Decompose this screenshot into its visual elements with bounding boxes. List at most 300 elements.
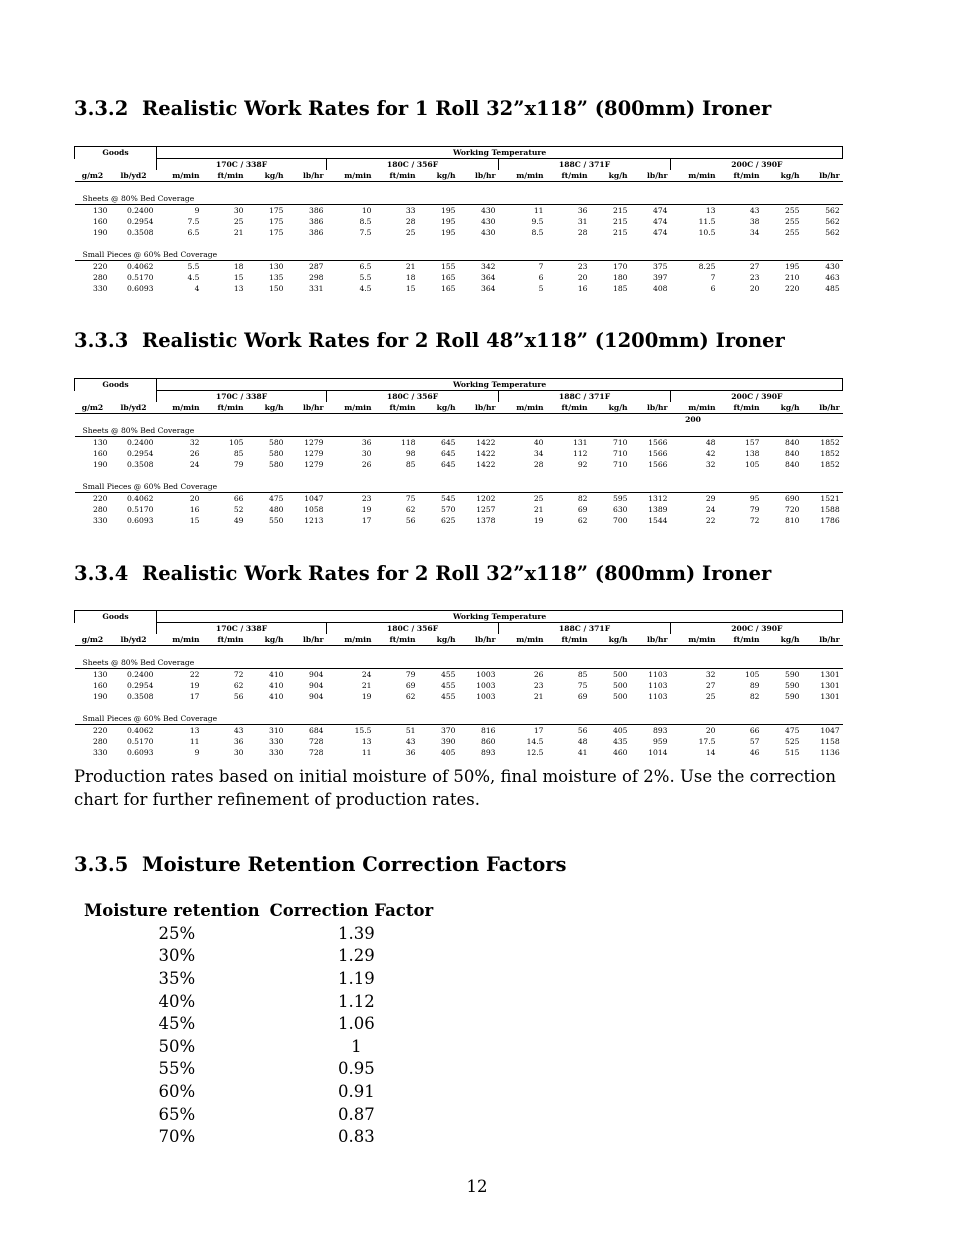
table-cell: 1047: [820, 726, 840, 735]
work-rate-table-2roll-1200: [74, 378, 843, 526]
column-header: kg/h: [763, 170, 803, 182]
column-header: kg/h: [591, 634, 631, 646]
section-title: Realistic Work Rates for 2 Roll 48”x118” (1200mm) Ironer: [142, 329, 785, 352]
table-cell: 255: [785, 228, 800, 237]
table-cell: 69: [577, 505, 588, 514]
page-number: 12: [466, 1177, 488, 1196]
table-cell: 280: [93, 737, 108, 746]
table-cell: 840: [785, 449, 800, 458]
goods-header: Goods: [75, 379, 157, 391]
work-rate-table-2roll-800: [74, 610, 843, 758]
table-cell: 15.5: [354, 726, 372, 735]
table-cell: 255: [785, 217, 800, 226]
table-cell: 72: [233, 670, 244, 679]
column-header: m/min: [671, 634, 719, 646]
column-header: lb/hr: [631, 402, 671, 414]
moisture-retention-header: Moisture retention: [84, 900, 260, 920]
table-cell: 75: [405, 494, 416, 503]
category-row: [75, 193, 843, 205]
table-cell: 220: [785, 284, 800, 293]
section-heading-335: [74, 853, 838, 877]
table-cell: 23: [577, 262, 588, 271]
table-cell: 1103: [648, 692, 668, 701]
blank-cell: [719, 646, 843, 658]
table-cell: 25: [705, 692, 716, 701]
column-header: g/m2: [75, 634, 111, 646]
table-cell: 840: [785, 438, 800, 447]
table-cell: 1158: [820, 737, 840, 746]
table-cell: 1103: [648, 670, 668, 679]
table-cell: 26: [533, 670, 544, 679]
column-header: ft/min: [375, 170, 419, 182]
table-cell: 816: [481, 726, 496, 735]
table-cell: 6.5: [187, 228, 200, 237]
table-cell: 150: [269, 284, 284, 293]
table-cell: 48: [705, 438, 716, 447]
table-cell: 32: [705, 460, 716, 469]
temperature-group-header: 188C / 371F: [499, 623, 671, 635]
table-cell: 590: [785, 692, 800, 701]
table-cell: 298: [309, 273, 324, 282]
table-cell: 43: [749, 206, 760, 215]
table-cell: 51: [405, 726, 416, 735]
moisture-row: [84, 1080, 443, 1103]
section-number: 3.3.2: [74, 97, 129, 120]
table-cell: 22: [189, 670, 200, 679]
table-cell: 390: [441, 737, 456, 746]
correction-value: 1.12: [338, 991, 375, 1011]
blank-cell: [75, 470, 843, 481]
table-cell: 550: [269, 516, 284, 525]
column-header: g/m2: [75, 170, 111, 182]
column-header: lb/yd2: [111, 170, 157, 182]
table-cell: 455: [441, 670, 456, 679]
table-cell: 710: [613, 449, 628, 458]
table-row: [75, 680, 843, 691]
table-cell: 330: [93, 284, 108, 293]
table-cell: 112: [573, 449, 588, 458]
table-cell: 364: [481, 273, 496, 282]
working-temperature-header: Working Temperature: [157, 147, 843, 159]
table-cell: 180: [613, 273, 628, 282]
table-cell: 1014: [648, 748, 668, 757]
column-header: kg/h: [247, 634, 287, 646]
column-header: m/min: [499, 170, 547, 182]
table-cell: 386: [309, 217, 324, 226]
table-cell: 7.5: [359, 228, 372, 237]
table-cell: 0.6093: [126, 284, 154, 293]
table-cell: 21: [361, 681, 372, 690]
table-row: [75, 669, 843, 681]
table-cell: 1566: [648, 460, 668, 469]
table-cell: 195: [441, 228, 456, 237]
column-header: kg/h: [591, 170, 631, 182]
correction-value: 1: [351, 1036, 362, 1056]
table-row: [75, 216, 843, 227]
table-cell: 1047: [304, 494, 324, 503]
column-header: lb/hr: [631, 170, 671, 182]
table-cell: 728: [309, 737, 324, 746]
table-cell: 1588: [820, 505, 840, 514]
table-cell: 375: [653, 262, 668, 271]
temperature-header-row: [75, 159, 843, 171]
table-cell: 195: [785, 262, 800, 271]
table-cell: 405: [613, 726, 628, 735]
table-cell: 595: [613, 494, 628, 503]
table-cell: 1279: [304, 460, 324, 469]
table-cell: 22: [705, 516, 716, 525]
column-header: lb/yd2: [111, 634, 157, 646]
table-cell: 160: [93, 449, 108, 458]
table-cell: 1202: [476, 494, 496, 503]
table-cell: 170: [613, 262, 628, 271]
table-cell: 36: [361, 438, 372, 447]
column-header: lb/yd2: [111, 402, 157, 414]
table-cell: 1566: [648, 449, 668, 458]
table-cell: 463: [825, 273, 840, 282]
table-cell: 430: [481, 217, 496, 226]
table-cell: 30: [233, 206, 244, 215]
moisture-row: [84, 990, 443, 1013]
work-rate-table-1roll-800: [74, 146, 843, 294]
table-cell: 728: [309, 748, 324, 757]
table-cell: 36: [577, 206, 588, 215]
table-cell: 0.2400: [126, 670, 154, 679]
table-cell: 19: [189, 681, 200, 690]
table-cell: 1422: [476, 449, 496, 458]
temperature-group-header: 200C / 390F: [671, 623, 843, 635]
table-cell: 4.5: [187, 273, 200, 282]
table-cell: 1136: [820, 748, 840, 757]
table-cell: 66: [233, 494, 244, 503]
table-cell: 25: [533, 494, 544, 503]
correction-value: 0.83: [338, 1127, 375, 1147]
table-cell: 11: [361, 748, 372, 757]
temperature-group-header: 180C / 356F: [327, 159, 499, 171]
table-cell: 26: [361, 460, 372, 469]
column-header: kg/h: [763, 634, 803, 646]
table-cell: 0.3508: [126, 460, 154, 469]
table-cell: 131: [573, 438, 588, 447]
temperature-header-row: [75, 623, 843, 635]
table-cell: 56: [233, 692, 244, 701]
table-cell: 410: [269, 681, 284, 690]
table-cell: 1378: [476, 516, 496, 525]
category-label: Sheets @ 80% Bed Coverage: [75, 193, 843, 205]
table-cell: 1852: [820, 460, 840, 469]
table-cell: 75: [577, 681, 588, 690]
column-header: ft/min: [719, 170, 763, 182]
table-cell: 43: [405, 737, 416, 746]
table-cell: 6: [710, 284, 716, 293]
table-cell: 1301: [820, 692, 840, 701]
table-cell: 49: [233, 516, 244, 525]
table-cell: 10.5: [698, 228, 716, 237]
table-cell: 7.5: [187, 217, 200, 226]
table-row: [75, 283, 843, 294]
table-cell: 15: [405, 284, 416, 293]
table-cell: 580: [269, 460, 284, 469]
table-cell: 24: [705, 505, 716, 514]
table-cell: 165: [441, 273, 456, 282]
table-cell: 1521: [820, 494, 840, 503]
category-row: [75, 425, 843, 437]
table-cell: 5.5: [187, 262, 200, 271]
column-header: m/min: [157, 634, 203, 646]
table-cell: 28: [577, 228, 588, 237]
moisture-value: 45%: [158, 1014, 196, 1034]
column-header: g/m2: [75, 402, 111, 414]
table-cell: 408: [653, 284, 668, 293]
table-cell: 904: [309, 681, 324, 690]
table-cell: 430: [481, 206, 496, 215]
table-row: [75, 504, 843, 515]
table-cell: 190: [93, 460, 108, 469]
category-row: [75, 481, 843, 493]
table-cell: 30: [233, 748, 244, 757]
column-header: m/min: [327, 402, 375, 414]
temperature-group-header: 170C / 338F: [157, 391, 327, 403]
category-label: Small Pieces @ 60% Bed Coverage: [75, 713, 843, 725]
table-cell: 105: [745, 460, 760, 469]
table-cell: 430: [825, 262, 840, 271]
table-cell: 280: [93, 273, 108, 282]
column-header: m/min: [671, 170, 719, 182]
column-header: ft/min: [719, 402, 763, 414]
temperature-group-header: 170C / 338F: [157, 159, 327, 171]
section-heading-332: [74, 97, 838, 121]
table-cell: 13: [233, 284, 244, 293]
table-cell: 1422: [476, 438, 496, 447]
moisture-row: [84, 945, 443, 968]
sub-header-value: 200: [685, 415, 701, 424]
table-cell: 30: [361, 449, 372, 458]
table-cell: 331: [309, 284, 324, 293]
column-header: kg/h: [419, 402, 459, 414]
table-cell: 1301: [820, 681, 840, 690]
table-cell: 24: [189, 460, 200, 469]
blank-cell: [75, 238, 843, 249]
table-cell: 215: [613, 206, 628, 215]
column-header: lb/hr: [459, 402, 499, 414]
table-cell: 23: [533, 681, 544, 690]
table-cell: 0.4062: [126, 262, 154, 271]
table-cell: 18: [233, 262, 244, 271]
table-cell: 165: [441, 284, 456, 293]
table-cell: 38: [749, 217, 760, 226]
table-cell: 710: [613, 438, 628, 447]
table-cell: 525: [785, 737, 800, 746]
column-header: lb/hr: [803, 634, 843, 646]
table-cell: 19: [361, 692, 372, 701]
blank-cell: [75, 182, 671, 194]
section-number: 3.3.5: [74, 853, 129, 876]
table-cell: 1003: [476, 692, 496, 701]
table-cell: 185: [613, 284, 628, 293]
table-cell: 287: [309, 262, 324, 271]
table-cell: 85: [233, 449, 244, 458]
table-cell: 1786: [820, 516, 840, 525]
table-cell: 28: [533, 460, 544, 469]
table-cell: 130: [93, 206, 108, 215]
temperature-group-header: 188C / 371F: [499, 391, 671, 403]
table-cell: 0.6093: [126, 748, 154, 757]
table-cell: 485: [825, 284, 840, 293]
table-cell: 9: [194, 206, 200, 215]
moisture-value: 30%: [158, 946, 196, 966]
table-row: [75, 261, 843, 273]
table-cell: 98: [405, 449, 416, 458]
column-header: ft/min: [203, 170, 247, 182]
table-cell: 710: [613, 460, 628, 469]
table-cell: 195: [441, 217, 456, 226]
section-title: Realistic Work Rates for 2 Roll 32”x118” (800mm) Ironer: [142, 562, 772, 585]
table-cell: 130: [93, 670, 108, 679]
table-cell: 1103: [648, 681, 668, 690]
correction-value: 0.91: [338, 1081, 375, 1101]
table-cell: 8.25: [698, 262, 716, 271]
table-cell: 0.4062: [126, 726, 154, 735]
table-cell: 155: [441, 262, 456, 271]
moisture-row: [84, 922, 443, 945]
table-row: [75, 515, 843, 526]
moisture-value: 25%: [158, 923, 196, 943]
table-cell: 1279: [304, 449, 324, 458]
temperature-group-header: 200C / 390F: [671, 159, 843, 171]
table-cell: 48: [577, 737, 588, 746]
section-heading-334: [74, 562, 838, 586]
table-cell: 62: [577, 516, 588, 525]
table-cell: 160: [93, 681, 108, 690]
table-cell: 57: [749, 737, 760, 746]
table-cell: 15: [233, 273, 244, 282]
table-cell: 17: [189, 692, 200, 701]
table-cell: 590: [785, 681, 800, 690]
table-cell: 220: [93, 262, 108, 271]
moisture-value: 50%: [158, 1036, 196, 1056]
table-cell: 1003: [476, 681, 496, 690]
correction-factor-header: Correction Factor: [269, 900, 434, 920]
table-cell: 0.2954: [126, 449, 154, 458]
table-cell: 27: [749, 262, 760, 271]
moisture-value: 40%: [158, 991, 196, 1011]
spacer-row: [75, 238, 843, 249]
table-cell: 195: [441, 206, 456, 215]
table-cell: 13: [705, 206, 716, 215]
table-row: [75, 448, 843, 459]
moisture-correction-table: [84, 898, 443, 1148]
table-cell: 13: [189, 726, 200, 735]
table-cell: 0.2954: [126, 217, 154, 226]
table-cell: 8.5: [531, 228, 544, 237]
table-cell: 690: [785, 494, 800, 503]
table-cell: 580: [269, 449, 284, 458]
table-cell: 0.5170: [126, 273, 154, 282]
table-cell: 0.3508: [126, 692, 154, 701]
blank-cell: [75, 623, 157, 635]
table-cell: 135: [269, 273, 284, 282]
table-cell: 562: [825, 217, 840, 226]
table-cell: 500: [613, 692, 628, 701]
column-header: m/min: [671, 402, 719, 414]
table-row: [75, 437, 843, 449]
table-cell: 386: [309, 228, 324, 237]
table-cell: 21: [233, 228, 244, 237]
table-cell: 474: [653, 228, 668, 237]
header-row: [75, 611, 843, 623]
table-cell: 18: [405, 273, 416, 282]
table-cell: 562: [825, 206, 840, 215]
table-cell: 43: [233, 726, 244, 735]
category-label: Sheets @ 80% Bed Coverage: [75, 425, 843, 437]
table-cell: 430: [481, 228, 496, 237]
table-cell: 0.3508: [126, 228, 154, 237]
table-cell: 85: [577, 670, 588, 679]
table-cell: 40: [533, 438, 544, 447]
table-cell: 11: [533, 206, 544, 215]
table-cell: 0.2400: [126, 438, 154, 447]
temperature-group-header: 200C / 390F: [671, 391, 843, 403]
table-cell: 700: [613, 516, 628, 525]
table-cell: 20: [189, 494, 200, 503]
table-cell: 330: [269, 748, 284, 757]
table-cell: 455: [441, 692, 456, 701]
blank-cell: [75, 702, 843, 713]
table-cell: 130: [269, 262, 284, 271]
table-row: [75, 227, 843, 238]
table-cell: 56: [577, 726, 588, 735]
column-header: lb/hr: [803, 402, 843, 414]
table-cell: 330: [93, 516, 108, 525]
sub-header-row: [75, 414, 843, 426]
table-cell: 15: [189, 516, 200, 525]
table-cell: 20: [749, 284, 760, 293]
spacer-row: [75, 702, 843, 713]
table-cell: 41: [577, 748, 588, 757]
table-cell: 480: [269, 505, 284, 514]
table-cell: 52: [233, 505, 244, 514]
column-header: lb/hr: [459, 634, 499, 646]
table-cell: 69: [577, 692, 588, 701]
column-header: ft/min: [547, 170, 591, 182]
table-cell: 397: [653, 273, 668, 282]
table-cell: 105: [229, 438, 244, 447]
table-cell: 330: [93, 748, 108, 757]
correction-value: 1.29: [338, 946, 375, 966]
table-cell: 1852: [820, 449, 840, 458]
table-cell: 0.5170: [126, 505, 154, 514]
correction-value: 0.95: [338, 1059, 375, 1079]
temperature-group-header: 170C / 338F: [157, 623, 327, 635]
table-cell: 0.6093: [126, 516, 154, 525]
table-cell: 11: [189, 737, 200, 746]
table-cell: 625: [441, 516, 456, 525]
table-cell: 1566: [648, 438, 668, 447]
column-header: kg/h: [591, 402, 631, 414]
table-cell: 9.5: [531, 217, 544, 226]
table-cell: 405: [441, 748, 456, 757]
moisture-row: [84, 1125, 443, 1148]
table-cell: 1301: [820, 670, 840, 679]
column-header: lb/hr: [287, 170, 327, 182]
table-cell: 36: [233, 737, 244, 746]
table-cell: 21: [405, 262, 416, 271]
table-cell: 500: [613, 681, 628, 690]
table-cell: 13: [361, 737, 372, 746]
column-header: ft/min: [719, 634, 763, 646]
table-row: [75, 493, 843, 505]
table-cell: 904: [309, 692, 324, 701]
